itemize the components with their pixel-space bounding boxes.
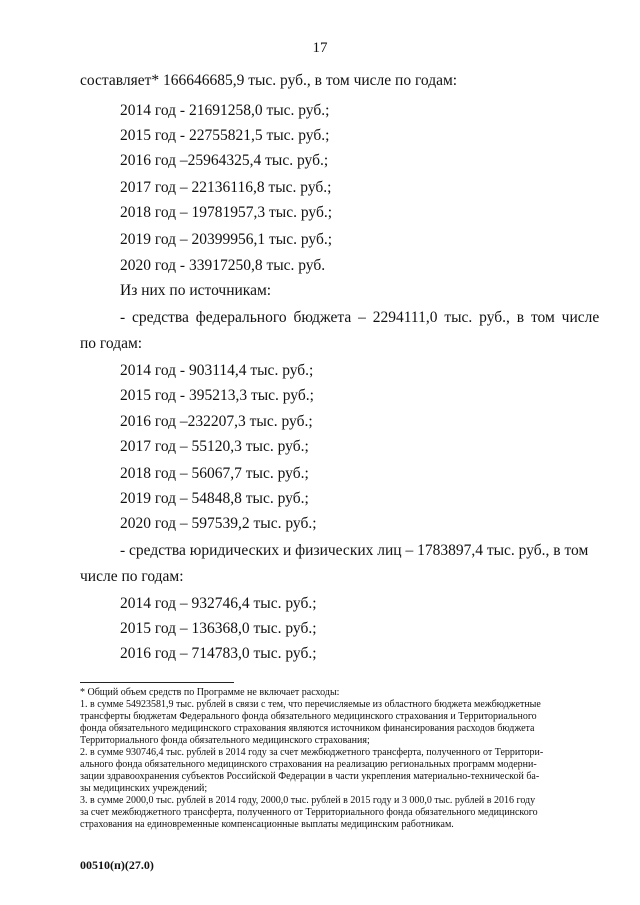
legal-entities-line: - средства юридических и физических лиц – 1783897,4 тыс. руб., в том [120,542,589,559]
federal-2016: 2016 год –232207,3 тыс. руб.; [120,413,313,430]
legal-2014: 2014 год – 932746,4 тыс. руб.; [120,595,317,612]
footnote-line: за счет межбюджетного трансферта, полученного от Территориального фонда обязательного медицинского [80,807,538,818]
federal-2018: 2018 год – 56067,7 тыс. руб.; [120,465,309,482]
year-2020-total: 2020 год - 33917250,8 тыс. руб. [120,257,326,274]
footnote-line: зы медицинских учреждений; [80,783,208,794]
year-2016-total: 2016 год –25964325,4 тыс. руб.; [120,152,329,169]
federal-2014: 2014 год - 903114,4 тыс. руб.; [120,362,314,379]
footnote-line: страхования на единовременные компенсационные выплаты медицинским работникам. [80,819,454,830]
footnote-divider [80,682,234,683]
footnote-line: * Общий объем средств по Программе не включает расходы: [80,687,340,698]
legal-2015: 2015 год – 136368,0 тыс. руб.; [120,620,317,637]
federal-2020: 2020 год – 597539,2 тыс. руб.; [120,515,317,532]
legal-entities-line-2: числе по годам: [80,568,184,585]
footnote-line: 3. в сумме 2000,0 тыс. рублей в 2014 году, 2000,0 тыс. рублей в 2015 году и 3 000,0 тыс. рублей в 2016 году [80,795,536,806]
legal-2016: 2016 год – 714783,0 тыс. руб.; [120,645,317,662]
document-code: 00510(п)(27.0) [80,858,154,872]
footnote-line: фонда обязательного медицинского страхования являются источником финансирования расходов бюджета [80,723,535,734]
year-2017-total: 2017 год – 22136116,8 тыс. руб.; [120,179,332,196]
federal-budget-line-2: по годам: [80,335,143,352]
total-line: составляет* 166646685,9 тыс. руб., в том числе по годам: [80,72,458,89]
year-2014-total: 2014 год - 21691258,0 тыс. руб.; [120,102,330,119]
federal-budget-line: - средства федерального бюджета – 2294111,0 тыс. руб., в том числе [120,309,600,326]
page-number: 17 [312,40,328,56]
sources-heading: Из них по источникам: [120,282,272,299]
footnote-line: трансферты бюджетам Федерального фонда обязательного медицинского страхования и Территориального [80,711,537,722]
footnote-line: 2. в сумме 930746,4 тыс. рублей в 2014 году за счет межбюджетного трансферта, полученного от Территори- [80,747,544,758]
year-2018-total: 2018 год – 19781957,3 тыс. руб.; [120,204,333,221]
federal-2019: 2019 год – 54848,8 тыс. руб.; [120,490,309,507]
federal-2015: 2015 год - 395213,3 тыс. руб.; [120,387,314,404]
footnote-line: ального фонда обязательного медицинского страхования на реализацию региональных программ модерни- [80,759,537,770]
footnote-line: зации здравоохранения субъектов Российской Федерации в части укрепления материально-технической ба- [80,771,540,782]
footnote-line: 1. в сумме 54923581,9 тыс. рублей в связи с тем, что перечисляемые из областного бюджета межбюджетные [80,699,541,710]
footnote-line: Территориального фонда обязательного медицинского страхования; [80,735,370,746]
federal-2017: 2017 год – 55120,3 тыс. руб.; [120,438,309,455]
year-2015-total: 2015 год - 22755821,5 тыс. руб.; [120,127,330,144]
year-2019-total: 2019 год – 20399956,1 тыс. руб.; [120,231,333,248]
